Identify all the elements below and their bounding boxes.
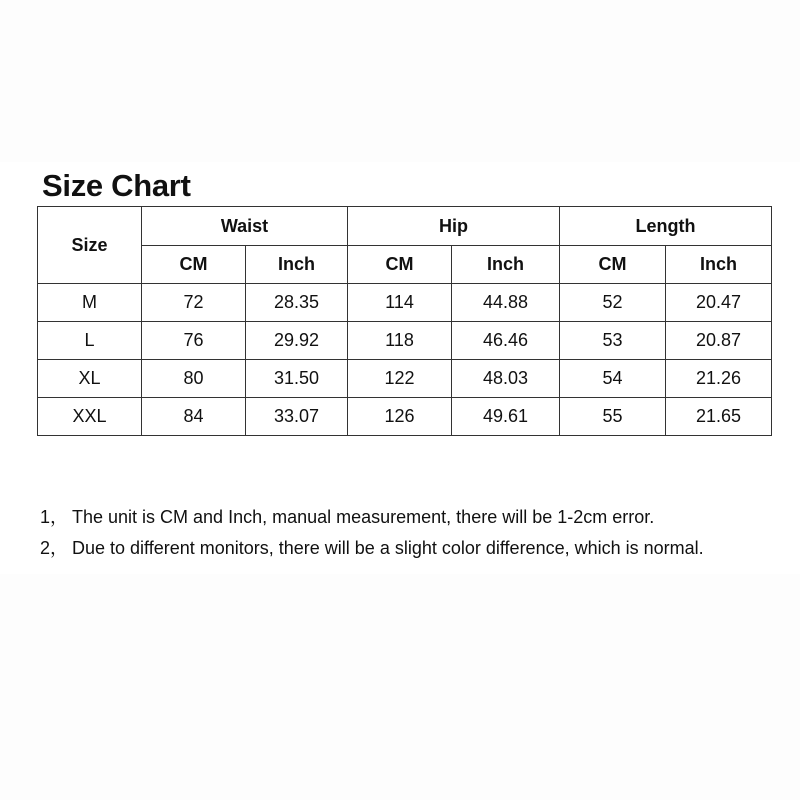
value-cell: 52 (560, 284, 666, 322)
note-number: 2， (40, 538, 69, 558)
size-table (37, 206, 772, 436)
table-row (38, 322, 772, 360)
value-cell: 44.88 (452, 284, 560, 322)
value-cell: 80 (142, 360, 246, 398)
note-text: The unit is CM and Inch, manual measurement, there will be 1-2cm error. (72, 507, 655, 527)
header-row-groups (38, 207, 772, 246)
value-cell: 33.07 (246, 398, 348, 436)
value-cell: 48.03 (452, 360, 560, 398)
table-row (38, 398, 772, 436)
note-item (40, 502, 704, 533)
value-cell: 21.65 (666, 398, 772, 436)
value-cell: 46.46 (452, 322, 560, 360)
unit-header: Inch (246, 246, 348, 284)
unit-header: CM (560, 246, 666, 284)
value-cell: 29.92 (246, 322, 348, 360)
group-header-length: Length (560, 207, 772, 246)
note-text: Due to different monitors, there will be a slight color difference, which is normal. (72, 538, 704, 558)
value-cell: 122 (348, 360, 452, 398)
unit-header: CM (142, 246, 246, 284)
value-cell: 76 (142, 322, 246, 360)
table-row (38, 284, 772, 322)
value-cell: 49.61 (452, 398, 560, 436)
value-cell: 28.35 (246, 284, 348, 322)
value-cell: 53 (560, 322, 666, 360)
size-cell: XL (38, 360, 142, 398)
page-title: Size Chart (42, 168, 191, 203)
unit-header: CM (348, 246, 452, 284)
note-item (40, 533, 704, 564)
value-cell: 54 (560, 360, 666, 398)
value-cell: 84 (142, 398, 246, 436)
size-header: Size (38, 207, 142, 284)
value-cell: 55 (560, 398, 666, 436)
value-cell: 31.50 (246, 360, 348, 398)
unit-header: Inch (452, 246, 560, 284)
value-cell: 118 (348, 322, 452, 360)
value-cell: 72 (142, 284, 246, 322)
size-cell: XXL (38, 398, 142, 436)
note-number: 1， (40, 507, 69, 527)
group-header-hip: Hip (348, 207, 560, 246)
value-cell: 21.26 (666, 360, 772, 398)
value-cell: 126 (348, 398, 452, 436)
size-cell: L (38, 322, 142, 360)
unit-header: Inch (666, 246, 772, 284)
notes (40, 502, 704, 564)
table-row (38, 360, 772, 398)
value-cell: 114 (348, 284, 452, 322)
value-cell: 20.47 (666, 284, 772, 322)
header-row-units (38, 246, 772, 284)
size-cell: M (38, 284, 142, 322)
value-cell: 20.87 (666, 322, 772, 360)
group-header-waist: Waist (142, 207, 348, 246)
